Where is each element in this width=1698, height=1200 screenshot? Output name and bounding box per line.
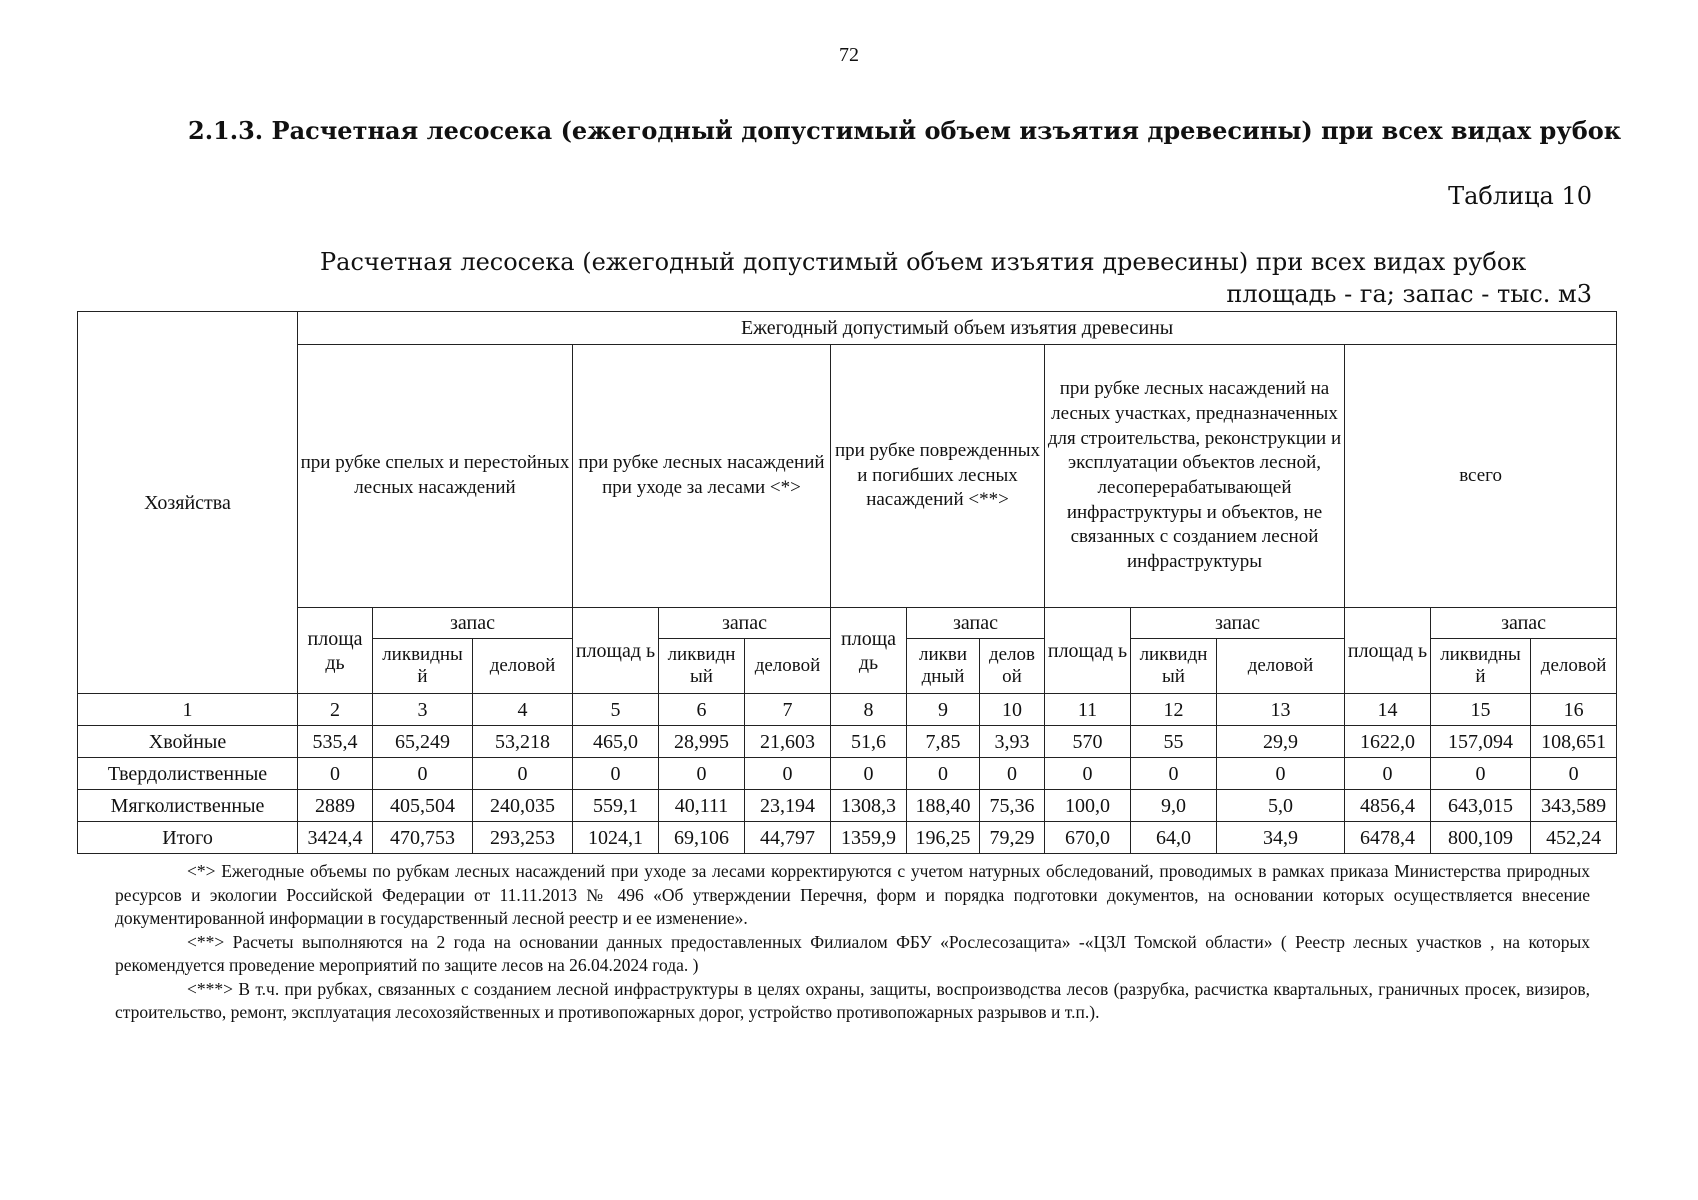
table-cell: 0 [1345, 758, 1431, 790]
units-note: площадь - га; запас - тыс. м3 [1226, 280, 1592, 308]
table-cell: 188,40 [907, 790, 980, 822]
table-row [78, 726, 1617, 758]
table-cell: 28,995 [659, 726, 745, 758]
header-business: делов ой [980, 639, 1045, 694]
table-cell: 1622,0 [1345, 726, 1431, 758]
header-area: площад ь [1045, 608, 1131, 694]
table-row [78, 790, 1617, 822]
table-cell: 0 [1131, 758, 1217, 790]
column-number: 15 [1431, 694, 1531, 726]
table-cell: 5,0 [1217, 790, 1345, 822]
table-cell: 343,589 [1531, 790, 1617, 822]
column-number: 5 [573, 694, 659, 726]
table-cell: 0 [1431, 758, 1531, 790]
column-number-row [78, 694, 1617, 726]
table-cell: 69,106 [659, 822, 745, 854]
table-cell: 2889 [298, 790, 373, 822]
header-liquid: ликвидн ый [659, 639, 745, 694]
column-number: 11 [1045, 694, 1131, 726]
table-cell: 465,0 [573, 726, 659, 758]
table-cell: 0 [298, 758, 373, 790]
header-stock: запас [373, 608, 573, 639]
column-number: 12 [1131, 694, 1217, 726]
table-cell: 0 [907, 758, 980, 790]
header-area: площад ь [1345, 608, 1431, 694]
header-business: деловой [745, 639, 831, 694]
page-number: 72 [839, 44, 859, 66]
header-group-care: при рубке лесных насаждений при уходе за лесами <*> [573, 345, 831, 608]
row-label: Мягколиственные [78, 790, 298, 822]
header-area: площа дь [831, 608, 907, 694]
footnote-damaged: <**> Расчеты выполняются на 2 года на основании данных предоставленных Филиалом ФБУ «Рослесозащита» -«ЦЗЛ Томской области» ( Реестр лесных участков , на которых рекомендуется проведение мероприятий по защите лесов на 26.04.2024 года. ) [115, 931, 1590, 975]
table-cell: 9,0 [1131, 790, 1217, 822]
table-caption: Расчетная лесосека (ежегодный допустимый объем изъятия древесины) при всех видах рубок [320, 248, 1527, 276]
allowable-cut-table [77, 311, 1617, 854]
table-cell: 44,797 [745, 822, 831, 854]
table-cell: 7,85 [907, 726, 980, 758]
header-group-mature: при рубке спелых и перестойных лесных насаждений [298, 345, 573, 608]
table-cell: 21,603 [745, 726, 831, 758]
table-cell: 1359,9 [831, 822, 907, 854]
table-cell: 670,0 [1045, 822, 1131, 854]
table-cell: 405,504 [373, 790, 473, 822]
column-number: 3 [373, 694, 473, 726]
table-cell: 0 [745, 758, 831, 790]
header-group-construction: при рубке лесных насаждений на лесных участках, предназначенных для строительства, реконструкции и эксплуатации объектов лесной, лесоперерабатывающей инфраструктуры и объектов, не связанных с созданием лесной инфраструктуры [1045, 345, 1345, 608]
table-cell: 0 [573, 758, 659, 790]
table-cell: 6478,4 [1345, 822, 1431, 854]
table-cell: 0 [1531, 758, 1617, 790]
header-stock: запас [659, 608, 831, 639]
column-number: 4 [473, 694, 573, 726]
table-cell: 470,753 [373, 822, 473, 854]
column-number: 13 [1217, 694, 1345, 726]
header-liquid: ликвидн ый [1131, 639, 1217, 694]
table-cell: 800,109 [1431, 822, 1531, 854]
header-business: деловой [473, 639, 573, 694]
footnote-care: <*> Ежегодные объемы по рубкам лесных насаждений при уходе за лесами корректируются с учетом натурных обследований, проводимых в рамках приказа Министерства природных ресурсов и экологии Российской Федерации от 11.11.2013 № 496 «Об утверждении Перечня, форм и порядка подготовки документов, на основании которых осуществляется внесение документированной информации в государственный лесной реестр и ее изменение». [115, 861, 1590, 928]
table-cell: 34,9 [1217, 822, 1345, 854]
header-group-damaged: при рубке поврежденных и погибших лесных насаждений <**> [831, 345, 1045, 608]
table-label: Таблица 10 [1448, 182, 1592, 210]
table-cell: 64,0 [1131, 822, 1217, 854]
column-number: 14 [1345, 694, 1431, 726]
table-cell: 79,29 [980, 822, 1045, 854]
column-number: 1 [78, 694, 298, 726]
table-cell: 157,094 [1431, 726, 1531, 758]
header-business: деловой [1217, 639, 1345, 694]
table-cell: 51,6 [831, 726, 907, 758]
header-farms: Хозяйства [78, 312, 298, 694]
footnote-infrastructure: <***> В т.ч. при рубках, связанных с созданием лесной инфраструктуры в целях охраны, защиты, воспроизводства лесов (разрубка, расчистка квартальных, граничных просек, визиров, строительство, ремонт, эксплуатация лесохозяйственных и противопожарных дорог, устройство противопожарных разрывов и т.п.). [115, 978, 1590, 1022]
header-liquid: ликвидны й [1431, 639, 1531, 694]
column-number: 9 [907, 694, 980, 726]
table-cell: 196,25 [907, 822, 980, 854]
table-cell: 0 [1217, 758, 1345, 790]
header-annual-volume: Ежегодный допустимый объем изъятия древесины [298, 312, 1617, 345]
table-cell: 55 [1131, 726, 1217, 758]
row-label: Твердолиственные [78, 758, 298, 790]
table-cell: 53,218 [473, 726, 573, 758]
header-area: площад ь [573, 608, 659, 694]
table-cell: 559,1 [573, 790, 659, 822]
table-cell: 100,0 [1045, 790, 1131, 822]
table-cell: 1024,1 [573, 822, 659, 854]
table-cell: 293,253 [473, 822, 573, 854]
table-cell: 3424,4 [298, 822, 373, 854]
table-cell: 570 [1045, 726, 1131, 758]
column-number: 6 [659, 694, 745, 726]
table-cell: 240,035 [473, 790, 573, 822]
header-liquid: ликвидны й [373, 639, 473, 694]
table-cell: 0 [473, 758, 573, 790]
table-cell: 29,9 [1217, 726, 1345, 758]
table-cell: 0 [831, 758, 907, 790]
row-label: Итого [78, 822, 298, 854]
table-cell: 1308,3 [831, 790, 907, 822]
column-number: 8 [831, 694, 907, 726]
column-number: 7 [745, 694, 831, 726]
table-cell: 3,93 [980, 726, 1045, 758]
table-cell: 0 [659, 758, 745, 790]
table-cell: 40,111 [659, 790, 745, 822]
header-area: площа дь [298, 608, 373, 694]
table-cell: 0 [1045, 758, 1131, 790]
table-row [78, 758, 1617, 790]
row-label: Хвойные [78, 726, 298, 758]
header-stock: запас [907, 608, 1045, 639]
header-stock: запас [1131, 608, 1345, 639]
table-cell: 65,249 [373, 726, 473, 758]
table-cell: 4856,4 [1345, 790, 1431, 822]
column-number: 16 [1531, 694, 1617, 726]
column-number: 2 [298, 694, 373, 726]
table-row [78, 822, 1617, 854]
table-cell: 0 [980, 758, 1045, 790]
table-cell: 23,194 [745, 790, 831, 822]
table-cell: 75,36 [980, 790, 1045, 822]
table-cell: 535,4 [298, 726, 373, 758]
column-number: 10 [980, 694, 1045, 726]
table-cell: 643,015 [1431, 790, 1531, 822]
section-title: 2.1.3. Расчетная лесосека (ежегодный допустимый объем изъятия древесины) при всех видах рубок [188, 116, 1622, 145]
header-group-total: всего [1345, 345, 1617, 608]
header-liquid: ликви дный [907, 639, 980, 694]
table-cell: 108,651 [1531, 726, 1617, 758]
footnotes [115, 860, 1590, 1025]
header-stock: запас [1431, 608, 1617, 639]
table-cell: 0 [373, 758, 473, 790]
table-cell: 452,24 [1531, 822, 1617, 854]
header-business: деловой [1531, 639, 1617, 694]
